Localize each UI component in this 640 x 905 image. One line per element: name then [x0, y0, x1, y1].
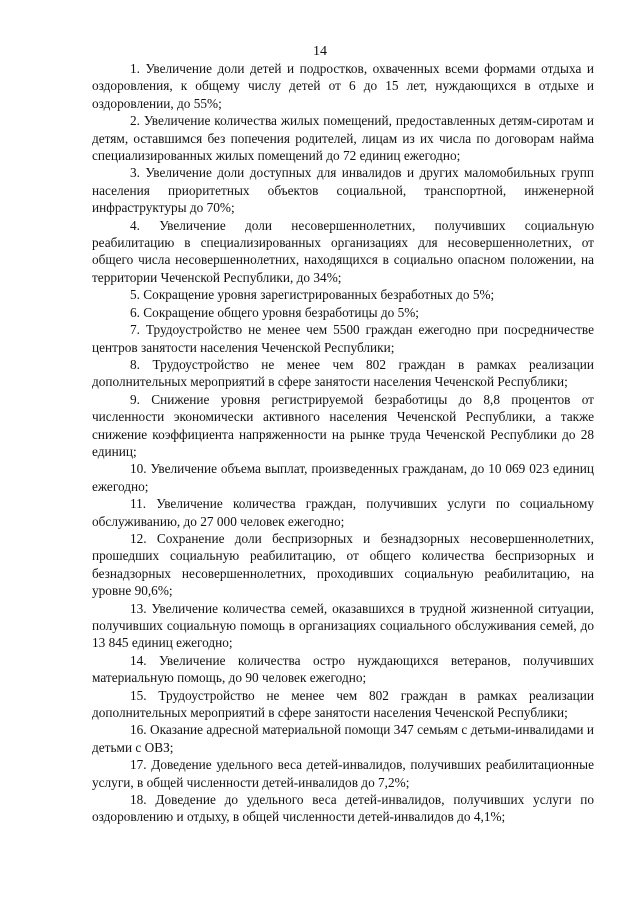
list-item: 5. Сокращение уровня зарегистрированных безработных до 5%; — [130, 287, 495, 303]
list-item: 10. Увеличение объема выплат, произведенных гражданам, до 10 069 023 единиц ежегодно; — [92, 461, 594, 494]
list-item: 8. Трудоустройство не менее чем 802 граждан в рамках реализации дополнительных мероприятий в сфере занятости населения Чеченской Республики; — [92, 356, 594, 390]
document-body — [92, 60, 594, 826]
list-item: 4. Увеличение доли несовершеннолетних, получивших социальную реабилитацию в специализированных организациях для несовершеннолетних, от общего числа несовершеннолетних, находящихся в социально опасном положении, на территории Чеченской Республики, до 34%; — [92, 217, 594, 285]
list-item: 2. Увеличение количества жилых помещений, предоставленных детям-сиротам и детям, оставшимся без попечения родителей, лицам из их числа по договорам найма специализированных жилых помещений до 72 единиц ежегодно; — [92, 113, 594, 164]
list-item: 18. Доведение до удельного веса детей-инвалидов, получивших услуги по оздоровлению и отдыху, в общей численности детей-инвалидов до 4,1%; — [92, 792, 594, 825]
page-number: 14 — [313, 44, 327, 59]
list-item: 1. Увеличение доли детей и подростков, охваченных всеми формами отдыха и оздоровления, к общему числу детей от 6 до 15 лет, нуждающихся в отдыхе и оздоровлении, до 55%; — [92, 61, 594, 111]
list-item: 7. Трудоустройство не менее чем 5500 граждан ежегодно при посредничестве центров занятости населения Чеченской Республики; — [92, 322, 594, 355]
list-item: 16. Оказание адресной материальной помощи 347 семьям с детьми-инвалидами и детьми с ОВЗ; — [92, 722, 594, 755]
list-item: 12. Сохранение доли беспризорных и безнадзорных несовершеннолетних, прошедших социальную реабилитацию, от общего количества беспризорных и безнадзорных несовершеннолетних, проходивших социальную реабилитацию, на уровне 90,6%; — [92, 530, 594, 599]
list-item: 13. Увеличение количества семей, оказавшихся в трудной жизненной ситуации, получивших социальную помощь в организациях социального обслуживания семей, до 13 845 единиц ежегодно; — [92, 600, 594, 651]
list-item: 3. Увеличение доли доступных для инвалидов и других маломобильных групп населения приоритетных объектов социальной, транспортной, инженерной инфраструктуры до 70%; — [92, 165, 594, 216]
list-item: 6. Сокращение общего уровня безработицы до 5%; — [130, 304, 420, 320]
list-item: 14. Увеличение количества остро нуждающихся ветеранов, получивших материальную помощь, до 90 человек ежегодно; — [92, 652, 594, 686]
list-item: 17. Доведение удельного веса детей-инвалидов, получивших реабилитационные услуги, в общей численности детей-инвалидов до 7,2%; — [92, 757, 594, 790]
list-item: 11. Увеличение количества граждан, получивших услуги по социальному обслуживанию, до 27 000 человек ежегодно; — [92, 496, 594, 529]
list-item: 15. Трудоустройство не менее чем 802 граждан в рамках реализации дополнительных мероприятий в сфере занятости населения Чеченской Республики; — [92, 687, 594, 721]
list-item: 9. Снижение уровня регистрируемой безработицы до 8,8 процентов от численности экономически активного населения Чеченской Республики, а также снижение коэффициента напряженности на рынке труда Чеченской Республики до 28 единиц; — [92, 391, 594, 459]
